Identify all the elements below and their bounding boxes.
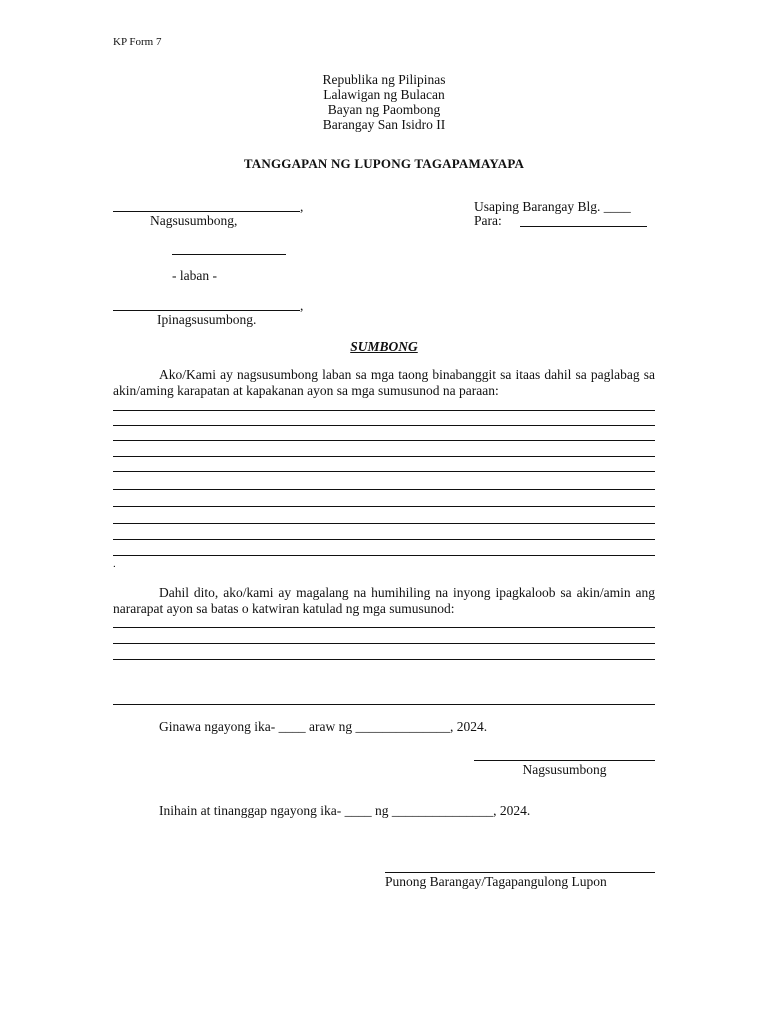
- complaint-line[interactable]: [113, 489, 655, 490]
- complaint-text: Ako/Kami ay nagsusumbong laban sa mga taong binabanggit sa itaas dahil sa paglabag sa akin/aming karapatan at kapakanan ayon sa mga sumusunod na paraan:: [113, 367, 655, 398]
- document-header: [0, 72, 768, 132]
- complaint-line[interactable]: [113, 539, 655, 540]
- respondent-label: Ipinagsusumbong.: [157, 312, 257, 327]
- complainant-name-line[interactable]: [113, 211, 300, 212]
- header-municipality: Bayan ng Paombong: [327, 102, 441, 117]
- complainant-signature-label: Nagsusumbong: [522, 762, 607, 777]
- complaint-title: SUMBONG: [350, 339, 418, 354]
- relief-line[interactable]: [113, 659, 655, 660]
- official-signature-line[interactable]: [385, 872, 655, 873]
- relief-line[interactable]: [113, 643, 655, 644]
- relief-paragraph: [113, 585, 655, 617]
- complaint-line[interactable]: [113, 555, 655, 556]
- official-signature-label: Punong Barangay/Tagapangulong Lupon: [385, 874, 607, 889]
- versus-label: - laban -: [172, 268, 217, 283]
- complaint-line[interactable]: [113, 506, 655, 507]
- para-line[interactable]: [520, 226, 647, 227]
- complaint-line[interactable]: [113, 440, 655, 441]
- relief-line[interactable]: [113, 627, 655, 628]
- complainant-comma: ,: [300, 199, 304, 214]
- complaint-line[interactable]: [113, 410, 655, 411]
- complainant-label: Nagsusumbong,: [150, 213, 238, 228]
- form-number: KP Form 7: [113, 36, 162, 48]
- complaint-line[interactable]: [113, 523, 655, 524]
- relief-line[interactable]: [113, 704, 655, 705]
- trailing-period: .: [113, 558, 116, 570]
- complaint-line[interactable]: [113, 456, 655, 457]
- respondent-name-line[interactable]: [113, 310, 300, 311]
- complaint-line[interactable]: [113, 425, 655, 426]
- header-barangay: Barangay San Isidro II: [322, 117, 446, 132]
- made-date-line: Ginawa ngayong ika- ____ araw ng ______________, 2024.: [159, 719, 488, 734]
- complaint-paragraph: [113, 367, 655, 399]
- header-province: Lalawigan ng Bulacan: [323, 87, 445, 102]
- case-number-label: Usaping Barangay Blg. ____: [474, 199, 631, 214]
- respondent-comma: ,: [300, 298, 304, 313]
- complaint-line[interactable]: [113, 471, 655, 472]
- extra-complainant-line[interactable]: [172, 254, 286, 255]
- para-label: Para:: [474, 213, 502, 228]
- header-republic: Republika ng Pilipinas: [322, 72, 446, 87]
- relief-text: Dahil dito, ako/kami ay magalang na humihiling na inyong ipagkaloob sa akin/amin ang nararapat ayon sa batas o katwiran katulad ng mga sumusunod:: [113, 585, 655, 616]
- received-date-line: Inihain at tinanggap ngayong ika- ____ ng _______________, 2024.: [159, 803, 531, 818]
- complainant-signature-line[interactable]: [474, 760, 655, 761]
- office-title: TANGGAPAN NG LUPONG TAGAPAMAYAPA: [243, 156, 525, 171]
